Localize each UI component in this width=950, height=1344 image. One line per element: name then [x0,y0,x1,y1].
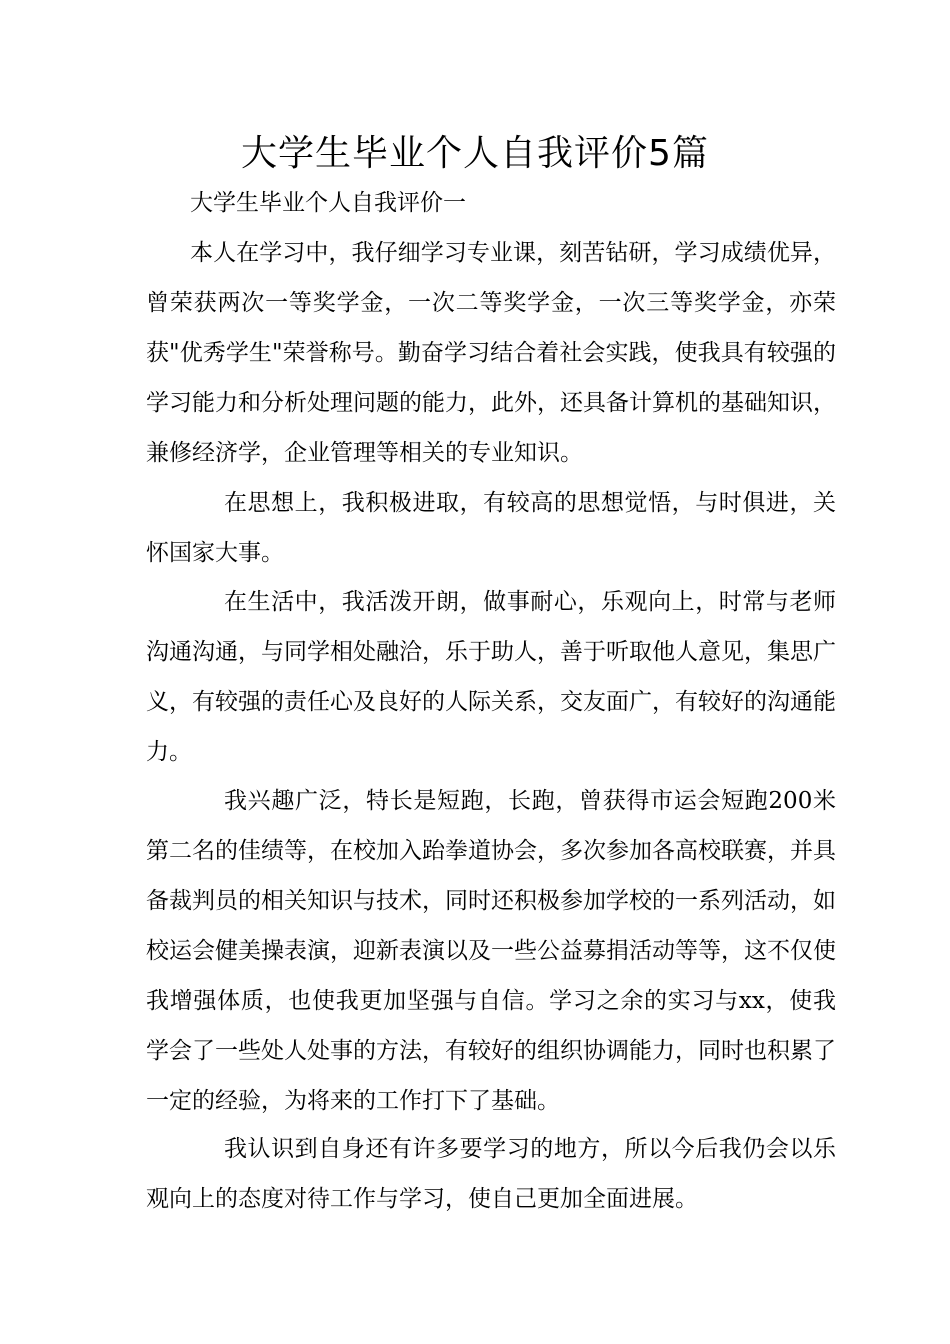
paragraph-interests: 我兴趣广泛，特长是短跑，长跑，曾获得市运会短跑200米第二名的佳绩等，在校加入跆拳道协会，多次参加各高校联赛，并具备裁判员的相关知识与技术，同时还积极参加学校的一系列活动，如校运会健美操表演，迎新表演以及一些公益募捐活动等等，这不仅使我增强体质，也使我更加坚强与自信。学习之余的实习与xx，使我学会了一些处人处事的方法，有较好的组织协调能力，同时也积累了一定的经验，为将来的工作打下了基础。 [146,788,836,1114]
paragraph-thought: 在思想上，我积极进取，有较高的思想觉悟，与时俱进，关怀国家大事。 [146,490,836,566]
paragraph-conclusion: 我认识到自身还有许多要学习的地方，所以今后我仍会以乐观向上的态度对待工作与学习，使自己更加全面进展。 [146,1136,836,1212]
section-heading: 大学生毕业个人自我评价一 [190,190,466,216]
paragraph-life: 在生活中，我活泼开朗，做事耐心，乐观向上，时常与老师沟通沟通，与同学相处融洽，乐于助人，善于听取他人意见，集思广义，有较强的责任心及良好的人际关系，交友面广，有较好的沟通能力。 [146,589,836,765]
paragraph-study: 本人在学习中，我仔细学习专业课，刻苦钻研，学习成绩优异，曾荣获两次一等奖学金，一次二等奖学金，一次三等奖学金，亦荣获"优秀学生"荣誉称号。勤奋学习结合着社会实践，使我具有较强的学习能力和分析处理问题的能力，此外，还具备计算机的基础知识，兼修经济学，企业管理等相关的专业知识。 [146,240,836,466]
document-title: 大学生毕业个人自我评价5篇 [241,133,709,174]
